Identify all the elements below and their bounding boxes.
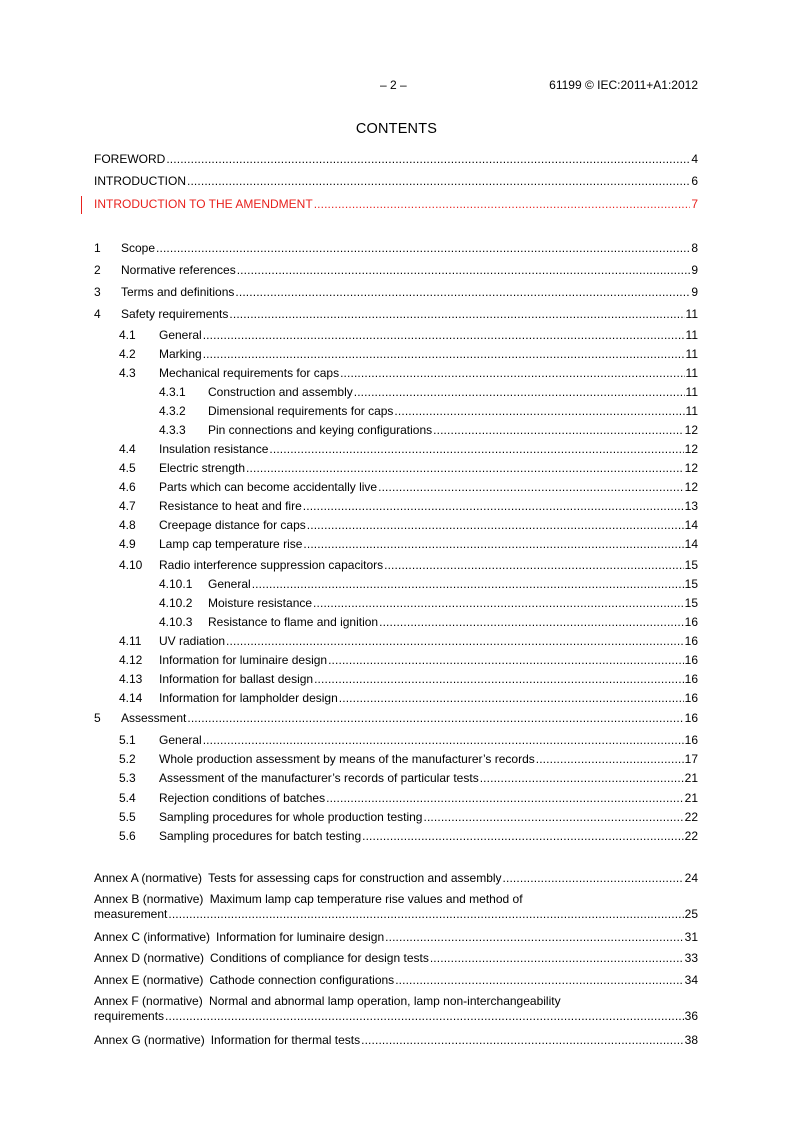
toc-page-number: 31 — [684, 930, 698, 944]
toc-entry-text: Scope — [121, 241, 156, 255]
toc-number: 5.1 — [119, 733, 136, 747]
toc-entry[interactable] — [119, 346, 698, 362]
toc-entry-text: Pin connections and keying configurations — [208, 423, 433, 437]
toc-page-number: 38 — [684, 1033, 698, 1047]
toc-page-number: 22 — [684, 829, 698, 843]
toc-page-number: 4 — [691, 152, 698, 166]
leader-dots — [187, 173, 690, 189]
toc-entry[interactable] — [119, 770, 698, 786]
toc-page-number: 16 — [684, 634, 698, 648]
toc-number: 4.10.2 — [159, 596, 193, 610]
toc-entry-text: General — [159, 328, 202, 342]
toc-page-number: 12 — [684, 442, 698, 456]
toc-number: 1 — [94, 241, 101, 255]
toc-entry-text-continued: requirements — [94, 1009, 165, 1023]
toc-entry-text: Mechanical requirements for caps — [159, 366, 340, 380]
toc-page-number: 9 — [691, 263, 698, 277]
annex-label: Annex E (normative) — [94, 973, 204, 987]
toc-entry[interactable] — [119, 652, 698, 668]
toc-entry-text: Normative references — [121, 263, 236, 277]
toc-entry[interactable] — [94, 306, 698, 322]
toc-entry-text: Sampling procedures for whole production testing — [159, 810, 423, 824]
toc-entry-text: INTRODUCTION — [94, 174, 186, 188]
toc-entry-text: Maximum lamp cap temperature rise values and method of — [209, 892, 523, 906]
leader-dots — [340, 365, 684, 381]
toc-page-number: 16 — [684, 672, 698, 686]
leader-dots — [423, 809, 683, 825]
toc-page-number: 33 — [684, 951, 698, 965]
annex-first-line — [94, 892, 698, 907]
leader-dots — [229, 306, 684, 322]
toc-page-number: 24 — [684, 871, 698, 885]
leader-dots — [362, 828, 684, 844]
toc-page-number: 34 — [684, 973, 698, 987]
page-title: CONTENTS — [355, 121, 438, 137]
toc-entry-text: Assessment of the manufacturer’s records of particular tests — [159, 771, 479, 785]
toc-entry[interactable] — [159, 595, 698, 611]
toc-entry[interactable] — [94, 284, 698, 300]
toc-entry-text: Information for luminaire design — [216, 930, 385, 944]
toc-number: 4.3.1 — [159, 385, 186, 399]
toc-entry[interactable] — [119, 517, 698, 533]
leader-dots — [536, 751, 684, 767]
toc-entry-text: General — [159, 733, 202, 747]
toc-entry[interactable] — [119, 498, 698, 514]
toc-entry-text: Electric strength — [159, 461, 246, 475]
toc-entry[interactable] — [119, 690, 698, 706]
toc-page-number: 16 — [684, 691, 698, 705]
toc-entry[interactable] — [119, 557, 698, 573]
leader-dots — [252, 576, 684, 592]
toc-number: 4.10 — [119, 558, 143, 572]
annex-label: Annex B (normative) — [94, 892, 204, 906]
toc-entry[interactable] — [119, 327, 698, 343]
toc-annex-entry[interactable] — [94, 870, 698, 886]
toc-page-number: 8 — [691, 241, 698, 255]
toc-entry[interactable] — [94, 240, 698, 256]
annex-second-line — [94, 907, 698, 922]
toc-entry-text: Information for ballast design — [159, 672, 314, 686]
toc-entry-text: Cathode connection configurations — [209, 973, 395, 987]
toc-entry[interactable] — [119, 732, 698, 748]
toc-page-number: 16 — [684, 653, 698, 667]
leader-dots — [168, 907, 683, 922]
leader-dots — [226, 633, 684, 649]
annex-second-line — [94, 1009, 698, 1024]
leader-dots — [326, 790, 684, 806]
toc-entry-text: Conditions of compliance for design tests — [210, 951, 429, 965]
toc-number: 4.1 — [119, 328, 136, 342]
toc-number: 4.8 — [119, 518, 136, 532]
toc-annex-entry[interactable] — [94, 892, 698, 922]
toc-entry-text-continued: measurement — [94, 907, 168, 921]
toc-number: 4.3.2 — [159, 404, 186, 418]
leader-dots — [187, 710, 683, 726]
leader-dots — [339, 690, 684, 706]
toc-entry[interactable] — [94, 262, 698, 278]
leader-dots — [235, 284, 690, 300]
toc-entry[interactable] — [119, 633, 698, 649]
toc-number: 5 — [94, 711, 101, 725]
toc-annex-entry[interactable] — [94, 1032, 698, 1048]
leader-dots — [269, 441, 683, 457]
toc-entry-text: Information for lampholder design — [159, 691, 338, 705]
leader-dots — [394, 403, 684, 419]
toc-page-number: 11 — [685, 328, 698, 342]
annex-label: Annex F (normative) — [94, 994, 203, 1008]
toc-entry[interactable] — [94, 710, 698, 726]
toc-number: 4.7 — [119, 499, 136, 513]
toc-page-number: 12 — [684, 461, 698, 475]
leader-dots — [237, 262, 691, 278]
toc-entry-text: Lamp cap temperature rise — [159, 537, 303, 551]
leader-dots — [307, 517, 684, 533]
leader-dots — [430, 950, 684, 966]
toc-page-number: 13 — [684, 499, 698, 513]
toc-page-number: 15 — [684, 577, 698, 591]
toc-annex-entry[interactable] — [94, 994, 698, 1024]
toc-entry[interactable] — [159, 576, 698, 592]
toc-number: 5.4 — [119, 791, 136, 805]
toc-page-number: 16 — [684, 615, 698, 629]
toc-entry-text: Assessment — [121, 711, 187, 725]
leader-dots — [156, 240, 690, 256]
toc-entry-text: Creepage distance for caps — [159, 518, 306, 532]
leader-dots — [480, 770, 684, 786]
toc-number: 4 — [94, 307, 101, 321]
toc-number: 2 — [94, 263, 101, 277]
toc-number: 5.6 — [119, 829, 136, 843]
leader-dots — [379, 614, 684, 630]
toc-page-number: 22 — [684, 810, 698, 824]
toc-entry[interactable] — [119, 828, 698, 844]
toc-number: 4.3.3 — [159, 423, 186, 437]
toc-entry-text: Tests for assessing caps for construction and assembly — [208, 871, 502, 885]
leader-dots — [378, 479, 684, 495]
toc-number: 4.4 — [119, 442, 136, 456]
toc-entry[interactable] — [119, 751, 698, 767]
document-reference: 61199 © IEC:2011+A1:2012 — [549, 78, 698, 92]
toc-page-number: 11 — [685, 347, 698, 361]
toc-annex-entry[interactable] — [94, 950, 698, 966]
leader-dots — [246, 460, 684, 476]
toc-page-number: 14 — [684, 518, 698, 532]
toc-entry-text: Radio interference suppression capacitors — [159, 558, 384, 572]
toc-entry-text: Whole production assessment by means of the manufacturer’s records — [159, 752, 535, 766]
leader-dots — [303, 498, 684, 514]
toc-page-number: 17 — [684, 752, 698, 766]
toc-page-number: 16 — [684, 711, 698, 725]
toc-entry[interactable] — [159, 422, 698, 438]
toc-number: 3 — [94, 285, 101, 299]
page-number: – 2 – — [380, 78, 407, 92]
toc-number: 4.10.1 — [159, 577, 193, 591]
leader-dots — [303, 536, 683, 552]
toc-entry-text: Marking — [159, 347, 202, 361]
leader-dots — [433, 422, 683, 438]
toc-page-number: 9 — [691, 285, 698, 299]
toc-number: 4.10.3 — [159, 615, 193, 629]
toc-entry-foreword[interactable] — [94, 151, 698, 167]
toc-number: 5.2 — [119, 752, 136, 766]
leader-dots — [203, 732, 684, 748]
toc-entry-text: Rejection conditions of batches — [159, 791, 326, 805]
leader-dots — [385, 929, 684, 945]
leader-dots — [395, 972, 683, 988]
toc-entry-text: Construction and assembly — [208, 385, 353, 399]
toc-page-number: 21 — [684, 771, 698, 785]
toc-entry-text: Moisture resistance — [208, 596, 313, 610]
toc-entry[interactable] — [119, 460, 698, 476]
annex-label: Annex G (normative) — [94, 1033, 205, 1047]
toc-number: 4.13 — [119, 672, 143, 686]
toc-entry-text: Resistance to heat and fire — [159, 499, 302, 513]
amendment-change-bar — [81, 196, 82, 214]
toc-entry[interactable] — [119, 441, 698, 457]
toc-page-number: 7 — [691, 197, 698, 211]
toc-entry-introduction-amendment[interactable] — [94, 196, 698, 212]
toc-page-number: 16 — [684, 733, 698, 747]
toc-page-number: 25 — [684, 907, 698, 921]
toc-page-number: 6 — [691, 174, 698, 188]
toc-page-number: 15 — [684, 558, 698, 572]
toc-entry-text: Resistance to flame and ignition — [208, 615, 379, 629]
toc-entry-text: Insulation resistance — [159, 442, 269, 456]
toc-page-number: 12 — [684, 423, 698, 437]
leader-dots — [203, 327, 685, 343]
toc-entry[interactable] — [159, 403, 698, 419]
toc-entry-text: INTRODUCTION TO THE AMENDMENT — [94, 197, 313, 211]
toc-number: 5.3 — [119, 771, 136, 785]
annex-label: Annex A (normative) — [94, 871, 203, 885]
toc-page-number: 11 — [685, 385, 698, 399]
toc-entry[interactable] — [119, 365, 698, 381]
toc-page-number: 11 — [685, 366, 698, 380]
leader-dots — [203, 346, 685, 362]
toc-annex-entry[interactable] — [94, 929, 698, 945]
annex-label: Annex C (informative) — [94, 930, 211, 944]
toc-entry-introduction[interactable] — [94, 173, 698, 189]
toc-entry[interactable] — [119, 671, 698, 687]
leader-dots — [384, 557, 684, 573]
toc-page-number: 21 — [684, 791, 698, 805]
toc-entry-text: Parts which can become accidentally live — [159, 480, 378, 494]
toc-page-number: 11 — [685, 404, 698, 418]
toc-page-number: 14 — [684, 537, 698, 551]
toc-page-number: 36 — [684, 1009, 698, 1023]
toc-entry-text: Safety requirements — [121, 307, 229, 321]
toc-number: 4.2 — [119, 347, 136, 361]
toc-entry-text: Normal and abnormal lamp operation, lamp non-interchangeability — [209, 994, 561, 1008]
toc-entry[interactable] — [119, 790, 698, 806]
toc-number: 4.11 — [119, 634, 142, 648]
toc-entry-text: Information for luminaire design — [159, 653, 328, 667]
toc-entry-text: General — [208, 577, 251, 591]
toc-entry[interactable] — [159, 614, 698, 630]
toc-annex-entry[interactable] — [94, 972, 698, 988]
leader-dots — [328, 652, 684, 668]
toc-entry-text: FOREWORD — [94, 152, 166, 166]
toc-entry[interactable] — [159, 384, 698, 400]
leader-dots — [165, 1009, 684, 1024]
leader-dots — [354, 384, 685, 400]
toc-entry-text: UV radiation — [159, 634, 226, 648]
toc-number: 4.14 — [119, 691, 143, 705]
toc-entry-text: Terms and definitions — [121, 285, 235, 299]
toc-number: 4.12 — [119, 653, 143, 667]
toc-entry-text: Information for thermal tests — [210, 1033, 361, 1047]
leader-dots — [314, 671, 684, 687]
toc-number: 4.5 — [119, 461, 136, 475]
toc-entry-text: Sampling procedures for batch testing — [159, 829, 362, 843]
toc-page-number: 12 — [684, 480, 698, 494]
toc-page-number: 15 — [684, 596, 698, 610]
leader-dots — [166, 151, 690, 167]
leader-dots — [314, 196, 691, 212]
leader-dots — [313, 595, 684, 611]
toc-entry[interactable] — [119, 479, 698, 495]
toc-entry-text: Dimensional requirements for caps — [208, 404, 394, 418]
toc-entry[interactable] — [119, 809, 698, 825]
annex-label: Annex D (normative) — [94, 951, 205, 965]
toc-number: 4.3 — [119, 366, 136, 380]
leader-dots — [361, 1032, 684, 1048]
leader-dots — [503, 870, 684, 886]
toc-number: 4.6 — [119, 480, 136, 494]
toc-page-number: 11 — [685, 307, 698, 321]
annex-first-line — [94, 994, 698, 1009]
toc-entry[interactable] — [119, 536, 698, 552]
toc-number: 4.9 — [119, 537, 136, 551]
toc-number: 5.5 — [119, 810, 136, 824]
